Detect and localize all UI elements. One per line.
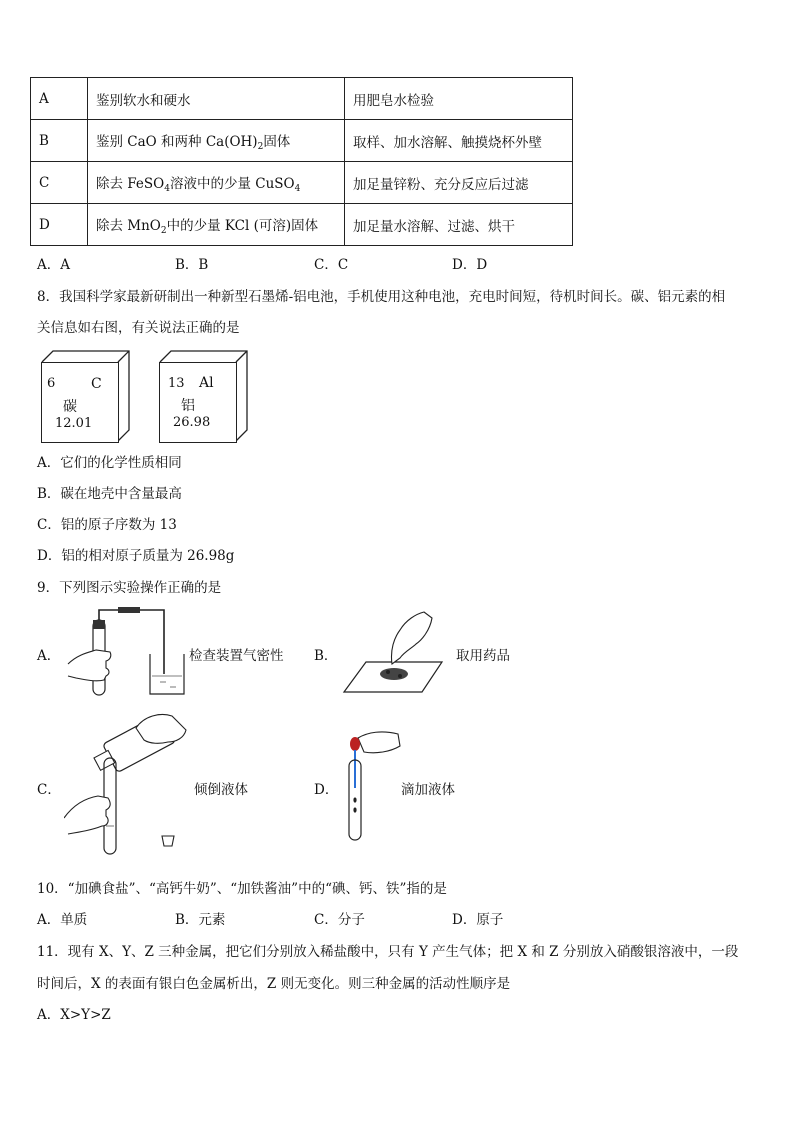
option-purpose: 除去 MnO$_2$中的少量 KCl (可溶)固体 bbox=[88, 204, 345, 246]
q8-choice-c: C．铝的原子序数为 13 bbox=[37, 517, 177, 533]
option-method: 用肥皂水检验 bbox=[345, 78, 573, 120]
element-name: 碳 bbox=[63, 399, 77, 415]
q7-choice-a: A．A bbox=[37, 257, 70, 273]
table-row bbox=[31, 204, 573, 246]
dropping-liquid-illustration bbox=[340, 730, 402, 842]
atomic-number: 13 bbox=[168, 376, 185, 391]
option-purpose: 除去 FeSO$_4$溶液中的少量 CuSO$_4$ bbox=[88, 162, 345, 204]
q10-choice-a: A．单质 bbox=[37, 912, 88, 928]
aluminum-element-cube bbox=[159, 350, 249, 440]
taking-reagent-illustration bbox=[342, 606, 454, 696]
q9-label-b: B． bbox=[314, 648, 338, 664]
q8-stem-line2: 关信息如右图，有关说法正确的是 bbox=[37, 320, 240, 336]
q8-choice-d: D．铝的相对原子质量为 26.98g bbox=[37, 548, 235, 564]
option-method: 取样、加水溶解、触摸烧杯外壁 bbox=[345, 120, 573, 162]
q10-stem: 10．“加碘食盐”、“高钙牛奶”、“加铁酱油”中的“碘、钙、铁”指的是 bbox=[37, 881, 447, 897]
q7-choice-c: C．C bbox=[314, 257, 349, 273]
q8-stem-line1: 8．我国科学家最新研制出一种新型石墨烯-铝电池，手机使用这种电池，充电时间短，待机时间长。碳、铝元素的相 bbox=[37, 289, 726, 305]
option-purpose: 鉴别 CaO 和两种 $Ca(OH)_2$固体 bbox=[88, 120, 345, 162]
q10-choice-c: C．分子 bbox=[314, 912, 365, 928]
q10-choice-b: B．元素 bbox=[175, 912, 226, 928]
element-name: 铝 bbox=[181, 398, 195, 414]
q11-stem-line1: 11．现有 X、Y、Z 三种金属，把它们分别放入稀盐酸中，只有 Y 产生气体；把 X 和 Z 分别放入硝酸银溶液中，一段 bbox=[37, 944, 739, 960]
q9-label-a: A． bbox=[37, 648, 61, 664]
option-label: D bbox=[31, 204, 88, 246]
table-row bbox=[31, 162, 573, 204]
q9-label-d: D． bbox=[314, 782, 339, 798]
q9-label-c: C． bbox=[37, 782, 61, 798]
q11-choice-a: A．X>Y>Z bbox=[37, 1007, 111, 1023]
cube-front-face bbox=[159, 362, 237, 443]
carbon-element-cube bbox=[41, 350, 131, 440]
q9-text-c: 倾倒液体 bbox=[194, 782, 248, 798]
airtightness-check-illustration bbox=[66, 606, 196, 698]
option-label: C bbox=[31, 162, 88, 204]
q7-options-table bbox=[30, 77, 573, 246]
q8-choice-a: A．它们的化学性质相同 bbox=[37, 455, 182, 471]
atomic-mass: 26.98 bbox=[173, 415, 211, 430]
q7-choice-b: B．B bbox=[175, 257, 209, 273]
option-purpose: 鉴别软水和硬水 bbox=[88, 78, 345, 120]
element-symbol: Al bbox=[199, 375, 214, 391]
table-row bbox=[31, 78, 573, 120]
option-method: 加足量水溶解、过滤、烘干 bbox=[345, 204, 573, 246]
table-row bbox=[31, 120, 573, 162]
atomic-number: 6 bbox=[47, 376, 56, 391]
element-symbol: C bbox=[91, 376, 102, 392]
option-label: B bbox=[31, 120, 88, 162]
q9-text-d: 滴加液体 bbox=[401, 782, 455, 798]
q11-stem-line2: 时间后，X 的表面有银白色金属析出，Z 则无变化。则三种金属的活动性顺序是 bbox=[37, 976, 511, 992]
option-method: 加足量锌粉、充分反应后过滤 bbox=[345, 162, 573, 204]
q8-choice-b: B．碳在地壳中含量最高 bbox=[37, 486, 182, 502]
q9-stem: 9．下列图示实验操作正确的是 bbox=[37, 580, 222, 596]
atomic-mass: 12.01 bbox=[55, 416, 93, 431]
q9-text-a: 检查装置气密性 bbox=[189, 648, 284, 664]
q7-choice-d: D．D bbox=[452, 257, 488, 273]
q9-text-b: 取用药品 bbox=[456, 648, 510, 664]
option-label: A bbox=[31, 78, 88, 120]
q10-choice-d: D．原子 bbox=[452, 912, 504, 928]
pouring-liquid-illustration bbox=[64, 708, 194, 858]
